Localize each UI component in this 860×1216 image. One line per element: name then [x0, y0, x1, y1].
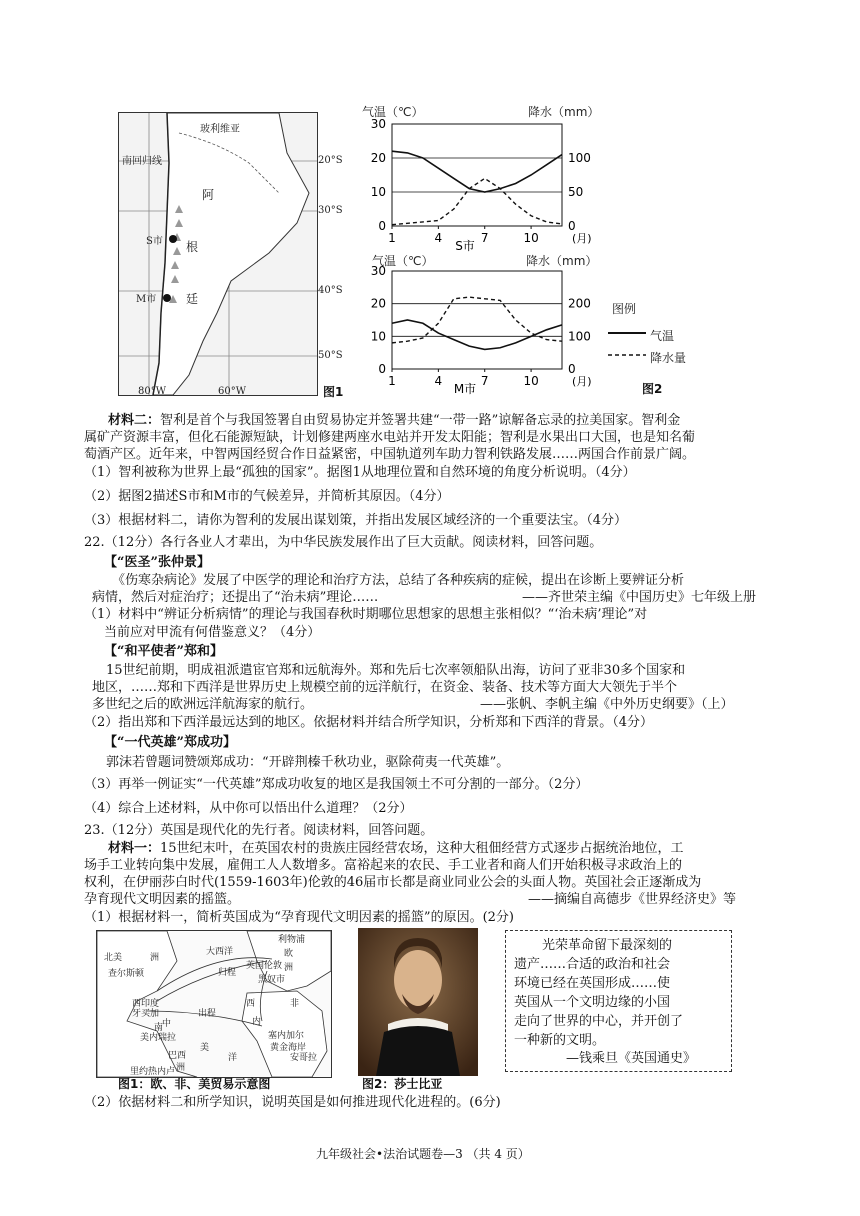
q21-3: （3）根据材料二，请你为智利的发展出谋划策，并指出发展区域经济的一个重要法宝。（4分）	[84, 513, 628, 528]
month-unit: (月)	[572, 232, 592, 245]
x-tick-label: 1	[388, 374, 396, 388]
q23-heading: 23.（12分）英国是现代化的先行者。阅读材料，回答问题。	[84, 823, 434, 838]
right-tick-label: 0	[568, 219, 576, 233]
quote-line3: 环境已经在英国形成……使	[514, 976, 671, 991]
tm-meiyin: 美内瑞拉	[140, 1033, 177, 1043]
plot-frame	[392, 271, 562, 369]
quote-line5: 走向了世界的中心，并开创了	[514, 1014, 684, 1029]
label-lat30: 30°S	[318, 205, 343, 216]
tm-mei: 美	[200, 1043, 210, 1053]
tm-nei: 内	[252, 1017, 262, 1027]
legend-title: 图例	[612, 302, 637, 316]
left-tick-label: 30	[370, 118, 386, 131]
zh-line2: 地区，……郑和下西洋是世界历史上规模空前的远洋航行，在资金、装备、技术等方面大大领先于半个	[92, 680, 678, 695]
fig1-caption: 图1	[323, 385, 344, 399]
shakespeare-portrait-svg	[358, 928, 478, 1076]
label-tropic: 南回归线	[122, 156, 162, 167]
right-tick-label: 100	[568, 329, 591, 344]
tm-baxi: 巴西	[168, 1051, 187, 1061]
zh-source: ——张帆、李帆主编《中外历史纲要》（上）	[480, 697, 734, 712]
tm-rio: 里约热内卢	[130, 1067, 176, 1077]
tm-gui: 归程	[218, 968, 237, 978]
x-tick-label: 10	[523, 374, 539, 388]
label-m-city: M市	[136, 294, 157, 305]
label-lat20: 20°S	[318, 155, 343, 166]
x-tick-label: 10	[523, 231, 539, 245]
label-lon80: 80°W	[138, 386, 167, 397]
legend-precip-label: 降水量	[650, 351, 687, 365]
right-tick-label: 100	[568, 151, 591, 165]
tm-huangjin: 黄金海岸	[270, 1043, 307, 1053]
left-tick-label: 0	[378, 362, 386, 376]
zz-line1: 《伤寒杂病论》发展了中医学的理论和治疗方法，总结了各种疾病的症候，提出在诊断上要辨证分析	[112, 573, 685, 588]
tm-zlz: 查尔斯顿	[108, 969, 145, 979]
shakespeare-portrait	[358, 928, 478, 1076]
m2-para-line1: 材料二：智利是首个与我国签署自由贸易协定并签署共建“一带一路”谅解备忘录的拉美国家。智利金	[108, 413, 681, 428]
x-tick-label: 4	[434, 231, 443, 245]
left-tick-label: 30	[370, 265, 386, 278]
q23-1: （1）根据材料一，简析英国成为“孕育现代文明因素的摇篮”的原因。(2分)	[84, 910, 514, 925]
s-right-axis-title: 降水（mm）	[528, 105, 600, 119]
label-gen: 根	[186, 240, 199, 254]
q21-1: （1）智利被称为世界上最“孤独的国家”。据图1从地理位置和自然环境的角度分析说明。（4分）	[84, 465, 636, 480]
x-tick-label: 7	[480, 231, 489, 245]
s-city-dot	[169, 235, 177, 243]
right-tick-label: 0	[568, 362, 576, 376]
m2-para-line3: 萄酒产区。近年来，中智两国经贸合作日益紧密，中国轨道列车助力智利铁路发展……两国合作前景广阔。	[84, 447, 696, 462]
left-tick-label: 20	[370, 296, 386, 311]
m2-para-line2: 属矿产资源丰富，但化石能源短缺，计划修建两座水电站并开发太阳能；智利是水果出口大国，也是知名葡	[84, 430, 696, 445]
m1-line1: 材料一：15世纪末叶，在英国农村的贵族庄园经营农场，这种大租佃经营方式逐步占据统治地位，工	[108, 841, 684, 856]
fig2-caption: 图2	[642, 382, 663, 396]
m1-line4: 孕育现代文明因素的摇篮。	[84, 892, 241, 907]
q22-1b: 当前应对甲流有何借鉴意义？（4分）	[104, 625, 321, 640]
tm-heilian: 黑奴市	[258, 975, 286, 985]
legend-swatches	[606, 325, 651, 365]
m-city-dot	[163, 294, 171, 302]
trade-map-caption: 图1：欧、非、美贸易示意图	[118, 1077, 271, 1091]
zhangzhongjing-title: 【“医圣”张仲景】	[104, 555, 210, 570]
q22-4: （4）综合上述材料，从中你可以悟出什么道理？（2分）	[84, 801, 413, 816]
tm-nan: 南	[154, 1023, 164, 1033]
q22-1a: （1）材料中“辨证分析病情”的理论与我国春秋时期哪位思想家的思想主张相似？“‘治未病’理论”对	[84, 607, 648, 622]
zhenghe-title: 【“和平使者”郑和】	[104, 644, 223, 659]
zh-line1: 15世纪前期，明成祖派遣宦官郑和远航海外。郑和先后七次率领船队出海，访问了亚非30多个国家和	[106, 663, 686, 678]
tm-zhou1: 洲	[150, 953, 160, 963]
m-right-axis-title: 降水（mm）	[526, 254, 598, 268]
tm-yingguo: 英国伦敦	[246, 961, 283, 971]
q23-2: （2）依据材料二和所学知识，说明英国是如何推进现代化进程的。(6分)	[84, 1095, 501, 1110]
legend-temp-label: 气温	[650, 329, 675, 343]
label-lon60: 60°W	[218, 386, 247, 397]
quote-line6: 一种新的文明。	[514, 1033, 606, 1048]
label-lat50: 50°S	[318, 350, 343, 361]
zz-source: ——齐世荣主编《中国历史》七年级上册	[522, 590, 757, 605]
tm-angl: 安哥拉	[290, 1053, 318, 1063]
label-lat40: 40°S	[318, 285, 343, 296]
m1-label: 材料一：	[108, 841, 161, 856]
label-s-city: S市	[146, 236, 163, 247]
tm-dxy: 大西洋	[206, 947, 234, 957]
tm-yang: 洋	[228, 1053, 238, 1063]
label-ting: 廷	[186, 292, 199, 306]
right-tick-label: 50	[568, 185, 584, 199]
tm-xiyin: 西印度	[132, 999, 160, 1009]
s-climate-chart	[362, 118, 612, 253]
left-tick-label: 20	[370, 151, 386, 165]
tm-fei: 非	[290, 999, 300, 1009]
left-tick-label: 0	[378, 219, 386, 233]
temperature-line	[392, 151, 562, 192]
s-left-axis-title: 气温（℃）	[362, 105, 424, 119]
tm-zhou2: 洲	[284, 963, 294, 973]
tm-chu: 出程	[198, 1009, 217, 1019]
quote-line1: 光荣革命留下最深刻的	[542, 938, 673, 953]
m2-label: 材料二：	[108, 413, 161, 428]
page-footer: 九年级社会•法治试题卷—3 （共 4 页）	[316, 1147, 530, 1161]
label-bolivia: 玻利维亚	[200, 124, 240, 135]
temperature-line	[392, 320, 562, 349]
q22-heading: 22.（12分）各行各业人才辈出，为中华民族发展作出了巨大贡献。阅读材料，回答问题。	[84, 535, 603, 550]
zcg-line1: 郭沫若曾题词赞颂郑成功：“开辟荆榛千秋功业，驱除荷夷一代英雄”。	[106, 755, 510, 770]
chart-subtitle: M市	[453, 382, 477, 395]
left-tick-label: 10	[370, 329, 386, 344]
x-tick-label: 1	[388, 231, 396, 245]
q22-2: （2）指出郑和下西洋最远达到的地区。依据材料并结合所学知识，分析郑和下西洋的背景。（4分）	[84, 715, 654, 730]
zh-line3: 多世纪之后的欧洲远洋航海家的航行。	[92, 697, 314, 712]
left-tick-label: 10	[370, 185, 386, 199]
m1-line2: 场手工业转向集中发展，雇佣工人人数增多。富裕起来的农民、手工业者和商人们开始积极寻求政治上的	[84, 858, 683, 873]
quote-source: —钱乘旦《英国通史》	[566, 1051, 697, 1066]
zhengchenggong-title: 【“一代英雄”郑成功】	[104, 735, 236, 750]
precipitation-line	[392, 178, 562, 224]
month-unit: (月)	[572, 375, 592, 388]
tm-zhong: 中	[162, 1019, 172, 1029]
label-a: 阿	[202, 188, 215, 202]
chart-subtitle: S市	[455, 239, 475, 253]
right-tick-label: 200	[568, 296, 591, 311]
tm-nlxy: 塞内加尔	[268, 1031, 305, 1041]
x-tick-label: 4	[434, 374, 443, 388]
zz-line2: 病情，然后对症治疗；还提出了“治未病”理论……	[92, 590, 379, 605]
plot-frame	[392, 124, 562, 226]
m1-line3: 权利，在伊丽莎白时代(1559-1603年)伦敦的46届市长都是商业同业公会的头面人物。英国社会正逐渐成为	[84, 875, 702, 890]
m-climate-chart	[362, 265, 612, 395]
quote-line2: 遗产……合适的政治和社会	[514, 957, 671, 972]
tm-yamai: 牙买加	[132, 1009, 160, 1019]
m-left-axis-title: 气温（℃）	[372, 254, 434, 268]
doublet	[376, 1026, 460, 1076]
tm-zhou3: 洲	[176, 1063, 186, 1073]
tm-xi: 西	[246, 999, 256, 1009]
m1-source: ——摘编自高德步《世界经济史》等	[528, 892, 737, 907]
tm-beimei: 北美	[104, 953, 123, 963]
x-tick-label: 7	[480, 374, 489, 388]
quote-line4: 英国从一个文明边缘的小国	[514, 995, 671, 1010]
shakespeare-caption: 图2：莎士比亚	[362, 1077, 443, 1091]
q21-2: （2）据图2描述S市和M市的气候差异，并简析其原因。（4分）	[84, 489, 450, 504]
q22-3: （3）再举一例证实“一代英雄”郑成功收复的地区是我国领土不可分割的一部分。（2分）	[84, 777, 589, 792]
tm-lwp: 利物浦	[278, 935, 306, 945]
tm-ou: 欧	[284, 949, 294, 959]
face	[394, 950, 442, 1010]
